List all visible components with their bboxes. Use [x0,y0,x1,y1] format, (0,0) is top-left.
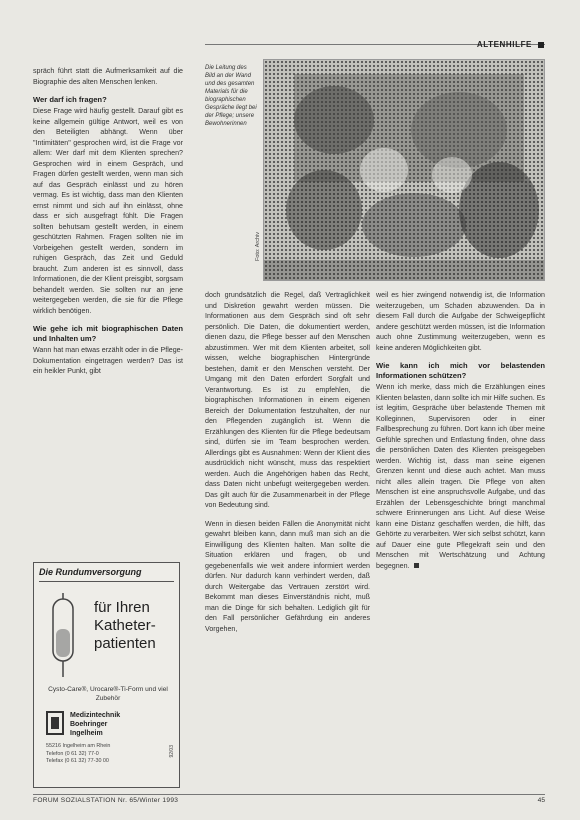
company-line: Medizintechnik [70,712,121,719]
page-number: 45 [537,797,545,804]
advertisement [33,562,180,788]
subheading: Wie gehe ich mit biographischen Daten und Inhalten um? [33,324,183,343]
ad-rule [39,581,174,582]
ad-title: Die Rundumversorgung [39,567,142,577]
ad-headline-line: patienten [94,635,156,652]
paragraph: Wenn in diesen beiden Fällen die Anonymität nicht gewahrt bleiben kann, dann muß man sich an die Einwilligung des Klienten halten. Man sollte die Situation erklären und fragen, ob und gegebenenfalls wie weit andere informiert werden dürfen. Nur dadurch kann verhindert werden, daß durch Weitergabe das Vertrauen zerstört wird. Bekommt man dieses Einverständnis nicht, muß man die Dinge für sich behalten. Lediglich gilt für den Fall persönlicher Gefährdung ein anderes Vorgehen, [205,519,370,633]
subheading: Wie kann ich mich vor belastenden Informationen schützen? [376,361,545,380]
company-line: Ingelheim [70,730,103,737]
address-line: Telefon (0 61 32) 77-0 [46,750,99,757]
catheter-bag-icon [48,593,78,679]
address-line: Telefax (0 61 32) 77-30 00 [46,758,109,764]
paragraph: doch grundsätzlich die Regel, daß Vertraglichkeit und Diskretion gewahrt werden müssen. Die Informationen aus dem Gespräch sind oft sehr persönlich. Die Daten, die dokumentiert werden, dienen dazu, die Pflege besser auf den Menschen abzustimmen. Wer mit dem Klienten arbeitet, soll wissen, welche biographischen Hintergründe bestehen, damit er den Menschen versteht. Der Umgang mit den Daten erfordert Sorgfalt und Verantwortung. Es ist zu empfehlen, die biographischen Informationen in einem eigenen Bereich der Dokumentation festzuhalten, der nur den Pflegenden zugänglich ist. Wenn die Erzählungen des Klienten für die Pflege bedeutsam sind, dürfen sie im Team besprochen werden. Allerdings gibt es Ausnahmen: Wenn der Klient dies ausdrücklich nicht wünscht, muss das respektiert werden. Auch die Angehörigen haben das Recht, dass Daten nicht unbefugt weitergegeben werden. Das gilt auch für die Zusammenarbeit in der Pflege von Bedeutung sind. [205,291,370,509]
halftone-photo [263,59,545,281]
address-line: 55216 Ingelheim am Rhein [46,743,111,749]
photo-caption: Die Leitung des Bild an der Wand und des gesamten Materials für die biographischen Gespräche liegt bei der Pflege; unsere Bewohnerinnen [205,65,257,127]
paragraph: Wann hat man etwas erzählt oder in die Pflege-Dokumentation eingetragen werden? Das ist ein heikler Punkt, gibt [33,346,183,375]
section-label: ALTENHILFE [476,40,532,49]
ad-headline-line: Katheter- [94,617,156,634]
column-3 [376,290,545,571]
footer-rule [33,794,545,795]
paragraph: spräch führt statt die Aufmerksamkeit auf die Biographie des alten Menschen lenken. [33,67,183,86]
footer-publication: FORUM SOZIALSTATION Nr. 65/Winter 1993 [33,797,179,804]
photo-illustration [264,60,545,281]
column-1 [33,66,183,377]
ad-headline-line: für Ihren [94,599,150,616]
end-mark-icon [414,563,419,568]
subheading: Wer darf ich fragen? [33,95,107,104]
photo-credit: Foto: Archiv [255,232,261,262]
paragraph: Diese Frage wird häufig gestellt. Darauf gibt es keine allgemein gültige Antwort, weil es von den Beteiligten abhängt. Wenn über "Intimitäten" gesprochen wird, ist die Frage vor allem: Wer darf mit dem Klienten sprechen? Gesprochen wird in einem Gespräch, und Fragen dürfen gestellt werden, wenn man sich auf das Gespräch einlässt und zu hören vermag. Es ist wichtig, dass man den Klienten ernst nimmt und sich auf ihn einlässt, ohne dass er sich ausgefragt fühlt. Die Fragen sollten behutsam gestellt werden, in einem geschützten Rahmen. Fragen sollten nie im Vorbeigehen gestellt werden, sondern im ruhigen Gespräch, das Zeit und Geduld braucht. Zum anderen ist es sinnvoll, dass Informationen, die der Klient preisgibt, sorgsam behandelt werden. Sie sollten nur an jene weitergegeben werden, die sie für die Pflege wirklich benötigen. [33,107,183,315]
paragraph-text: Wenn ich merke, dass mich die Erzählungen eines Klienten belasten, dann sollte ich mir Hilfe suchen. Es ist legitim, Gespräche über belastende Themen mit Kolleginnen, Supervisoren oder in einer Fallbesprechung zu führen. Dort kann ich über meine Gefühle sprechen und Entlastung finden, ohne dass die persönlichen Daten des Klienten preisgegeben werden. Wichtig ist, dass man seine eigenen Grenzen kennt und diese auch achtet. Man muss nicht alles allein tragen. Die Pflege von alten Menschen ist eine anspruchsvolle Aufgabe, und das Erzählen der Lebensgeschichte bringt manchmal schwere Erinnerungen ans Licht. Auf diese Weise kann eine Distanz geschaffen werden, die hilft, das Gehörte zu verarbeiten. Wer sich selbst schützt, kann auf Dauer eine gute Pflegekraft sein und den Menschen mit Wertschätzung und Achtung begegnen. [376,383,545,570]
ad-headline [94,599,156,653]
paragraph [376,382,545,571]
company-line: Boehringer [70,721,108,728]
ad-company [70,711,120,738]
ad-code: 92/03 [169,745,175,758]
ad-products: Cysto-Care®, Urocare®-Ti-Form und viel Zubehör [48,686,168,702]
section-header [477,40,544,49]
company-logo-icon [46,711,64,735]
ad-address [46,743,110,766]
paragraph: weil es hier zwingend notwendig ist, die Information weiterzugeben, um Schaden abzuwenden. Da in diesem Fall durch die Aufgabe der Schweigepflicht andere geschützt werden müssen, ist die Information auch ohne Zustimmung weiterzugeben, wenn es keine anderen Möglichkeiten gibt. [376,291,545,352]
header-square-icon [538,42,544,48]
column-2 [205,290,370,634]
